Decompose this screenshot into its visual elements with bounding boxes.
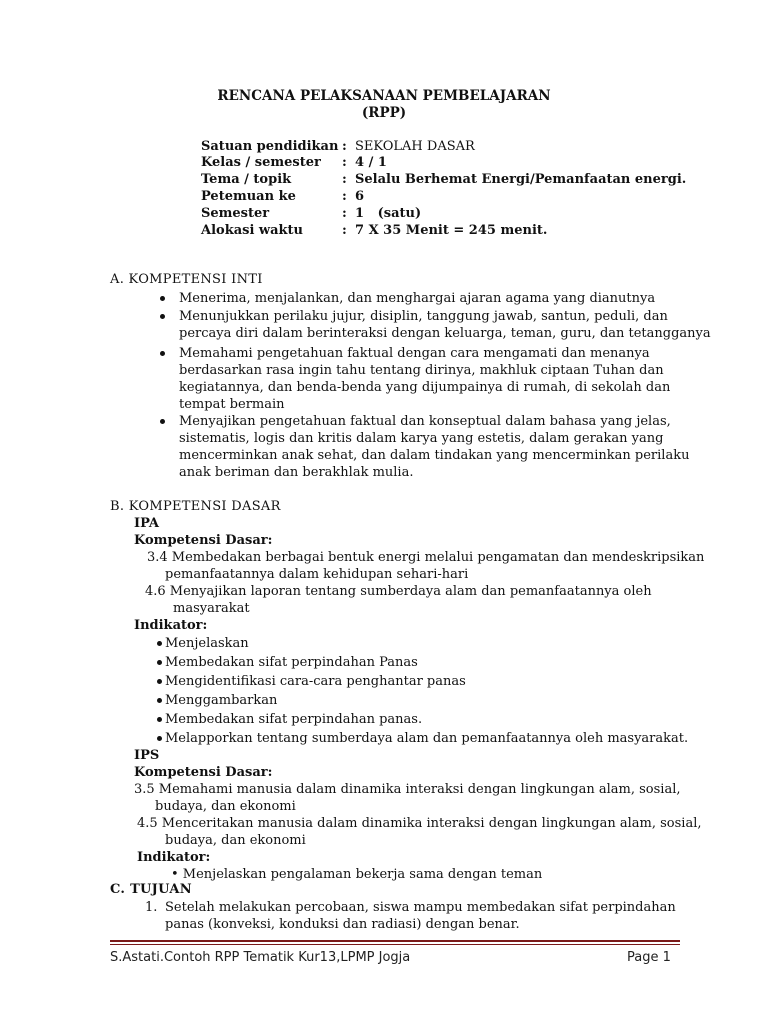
bullet-icon xyxy=(157,679,162,684)
list-item-line: anak beriman dan berakhlak mulia. xyxy=(179,465,414,480)
identity-colon: : xyxy=(342,206,347,221)
list-item-line: mencerminkan anak sehat, dan dalam tindakan yang mencerminkan perilaku xyxy=(179,448,690,463)
ips-kd-1: 3.5 Memahami manusia dalam dinamika interaksi dengan lingkungan alam, sosial, xyxy=(134,782,681,797)
list-item-line: kegiatannya, dan benda-benda yang dijumpainya di rumah, di sekolah dan xyxy=(179,380,671,395)
identity-label: Tema / topik xyxy=(201,172,292,187)
identity-label: Satuan pendidikan xyxy=(201,139,339,154)
ipa-label: IPA xyxy=(134,516,159,531)
identity-label: Kelas / semester xyxy=(201,155,321,170)
bullet-icon xyxy=(157,698,162,703)
identity-colon: : xyxy=(342,155,347,170)
list-item-line: Memahami pengetahuan faktual dengan cara mengamati dan menanya xyxy=(179,346,650,361)
list-item-line: Menerima, menjalankan, dan menghargai ajaran agama yang dianutnya xyxy=(179,291,656,306)
footer-rule-thick xyxy=(110,940,680,942)
identity-value: 4 / 1 xyxy=(355,155,387,170)
identity-label: Petemuan ke xyxy=(201,189,296,204)
list-item: Menggambarkan xyxy=(165,693,278,708)
bullet-icon xyxy=(160,419,165,424)
ipa-kd-2-cont: masyarakat xyxy=(173,601,250,616)
identity-colon: : xyxy=(342,223,347,238)
ips-kd-label: Kompetensi Dasar: xyxy=(134,765,273,780)
identity-value: Selalu Berhemat Energi/Pemanfaatan energi. xyxy=(355,172,687,187)
list-item: Membedakan sifat perpindahan Panas xyxy=(165,655,418,670)
list-item-line: tempat bermain xyxy=(179,397,285,412)
ips-kd-2: 4.5 Menceritakan manusia dalam dinamika interaksi dengan lingkungan alam, sosial, xyxy=(137,816,702,831)
identity-value: 1 (satu) xyxy=(355,206,422,221)
footer-source: S.Astati.Contoh RPP Tematik Kur13,LPMP Jogja xyxy=(110,950,411,965)
ips-indikator-item: • Menjelaskan pengalaman bekerja sama dengan teman xyxy=(171,867,543,882)
document-subtitle: (RPP) xyxy=(361,105,407,121)
bullet-icon xyxy=(157,660,162,665)
list-item-line: Menyajikan pengetahuan faktual dan konseptual dalam bahasa yang jelas, xyxy=(179,414,671,429)
ips-indikator-label: Indikator: xyxy=(137,850,211,865)
ipa-kd-1-cont: pemanfaatannya dalam kehidupan sehari-hari xyxy=(165,567,469,582)
list-item-line: percaya diri dalam berinteraksi dengan keluarga, teman, guru, dan tetangganya xyxy=(179,326,711,341)
ipa-kd-2: 4.6 Menyajikan laporan tentang sumberdaya alam dan pemanfaatannya oleh xyxy=(145,584,652,599)
list-item-line: sistematis, logis dan kritis dalam karya yang estetis, dalam gerakan yang xyxy=(179,431,664,446)
identity-colon: : xyxy=(342,189,347,204)
tujuan-line: Setelah melakukan percobaan, siswa mampu membedakan sifat perpindahan xyxy=(165,900,676,915)
identity-value: 7 X 35 Menit = 245 menit. xyxy=(355,223,548,238)
ips-kd-2-cont: budaya, dan ekonomi xyxy=(165,833,306,848)
ipa-kd-1: 3.4 Membedakan berbagai bentuk energi melalui pengamatan dan mendeskripsikan xyxy=(147,550,705,565)
section-a-heading: A. KOMPETENSI INTI xyxy=(110,272,263,287)
page-number: Page 1 xyxy=(627,950,671,965)
identity-label: Alokasi waktu xyxy=(201,223,303,238)
ips-label: IPS xyxy=(134,748,160,763)
list-item: Membedakan sifat perpindahan panas. xyxy=(165,712,423,727)
ipa-indikator-label: Indikator: xyxy=(134,618,208,633)
bullet-icon xyxy=(160,296,165,301)
list-item: Melapporkan tentang sumberdaya alam dan pemanfaatannya oleh masyarakat. xyxy=(165,731,689,746)
tujuan-line: panas (konveksi, konduksi dan radiasi) dengan benar. xyxy=(165,917,520,932)
identity-value: 6 xyxy=(355,189,365,204)
section-b-heading: B. KOMPETENSI DASAR xyxy=(110,499,281,514)
bullet-icon xyxy=(160,314,165,319)
bullet-icon xyxy=(157,736,162,741)
footer-rule-thin xyxy=(110,944,680,945)
ipa-kd-label: Kompetensi Dasar: xyxy=(134,533,273,548)
identity-value: SEKOLAH DASAR xyxy=(355,139,475,154)
section-c-heading: C. TUJUAN xyxy=(110,882,192,897)
ips-kd-1-cont: budaya, dan ekonomi xyxy=(155,799,296,814)
identity-colon: : xyxy=(342,139,347,154)
list-item-line: Menunjukkan perilaku jujur, disiplin, tanggung jawab, santun, peduli, dan xyxy=(179,309,668,324)
bullet-icon xyxy=(160,351,165,356)
tujuan-number: 1. xyxy=(145,900,158,915)
bullet-icon xyxy=(157,717,162,722)
identity-colon: : xyxy=(342,172,347,187)
document-title: RENCANA PELAKSANAAN PEMBELAJARAN xyxy=(217,88,551,104)
list-item: Mengidentifikasi cara-cara penghantar panas xyxy=(165,674,466,689)
bullet-icon xyxy=(157,641,162,646)
identity-label: Semester xyxy=(201,206,270,221)
list-item: Menjelaskan xyxy=(165,636,249,651)
list-item-line: berdasarkan rasa ingin tahu tentang dirinya, makhluk ciptaan Tuhan dan xyxy=(179,363,664,378)
